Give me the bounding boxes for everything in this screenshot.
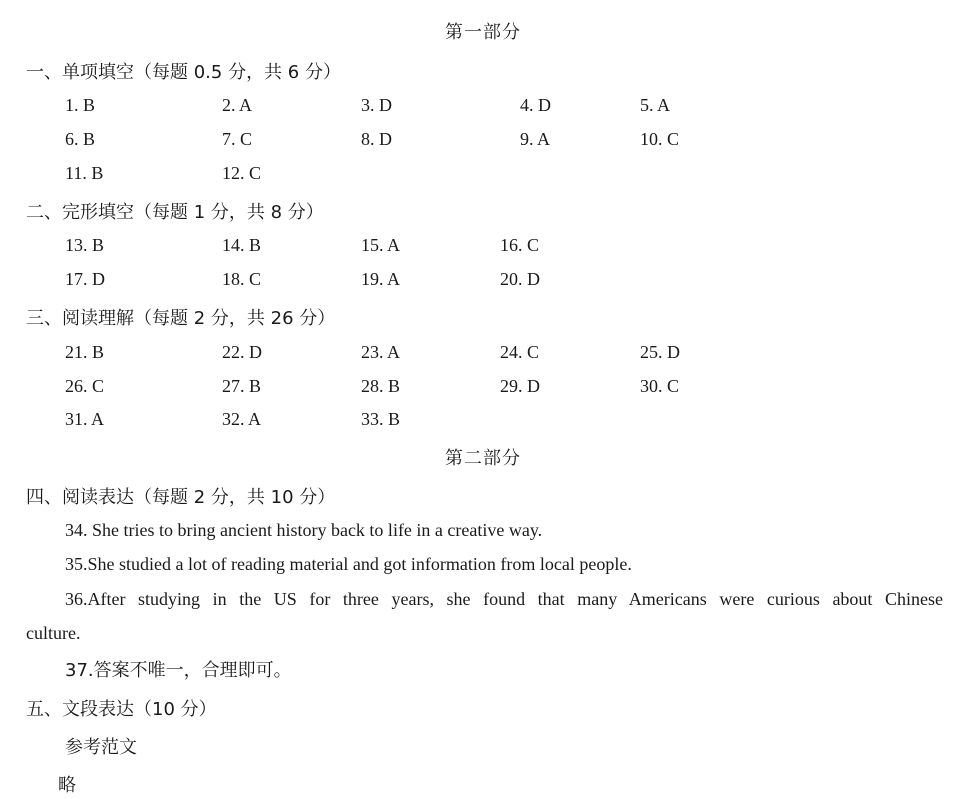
answer-item: 28. B bbox=[361, 376, 401, 396]
section3-heading: 三、阅读理解（每题 2 分，共 26 分） bbox=[26, 308, 336, 329]
section4-heading: 四、阅读表达（每题 2 分，共 10 分） bbox=[26, 487, 336, 508]
answer-item: 7. C bbox=[222, 129, 253, 149]
answer-item: 13. B bbox=[65, 235, 105, 255]
answer-item: 16. C bbox=[500, 235, 540, 255]
answer-37: 37.答案不唯一，合理即可。 bbox=[65, 660, 292, 681]
answer-item: 32. A bbox=[222, 409, 262, 429]
section1-heading: 一、单项填空（每题 0.5 分，共 6 分） bbox=[26, 62, 341, 83]
answer-item: 14. B bbox=[222, 235, 262, 255]
answer-item: 10. C bbox=[640, 129, 680, 149]
answer-item: 30. C bbox=[640, 376, 680, 396]
answer-item: 6. B bbox=[65, 129, 96, 149]
answer-item: 2. A bbox=[222, 95, 253, 115]
answer-item: 31. A bbox=[65, 409, 105, 429]
answer-item: 17. D bbox=[65, 269, 105, 289]
answer-item: 9. A bbox=[520, 129, 551, 149]
answer-item: 33. B bbox=[361, 409, 401, 429]
answer-item: 4. D bbox=[520, 95, 551, 115]
answer-item: 23. A bbox=[361, 342, 401, 362]
answer-item: 29. D bbox=[500, 376, 540, 396]
section5-heading: 五、文段表达（10 分） bbox=[26, 699, 217, 720]
answer-item: 26. C bbox=[65, 376, 105, 396]
sample-essay-label: 参考范文 bbox=[65, 737, 137, 758]
answer-item: 11. B bbox=[65, 163, 104, 183]
answer-item: 19. A bbox=[361, 269, 401, 289]
answer-item: 15. A bbox=[361, 235, 401, 255]
part2-title: 第二部分 bbox=[445, 448, 521, 469]
answer-item: 24. C bbox=[500, 342, 540, 362]
answer-36-line2: culture. bbox=[26, 623, 81, 643]
answer-item: 1. B bbox=[65, 95, 96, 115]
answer-item: 27. B bbox=[222, 376, 262, 396]
answer-item: 3. D bbox=[361, 95, 392, 115]
answer-item: 22. D bbox=[222, 342, 262, 362]
sample-essay-text: 略 bbox=[58, 775, 76, 796]
answer-item: 25. D bbox=[640, 342, 680, 362]
answer-35: 35.She studied a lot of reading material and got information from local people. bbox=[65, 554, 632, 574]
answer-item: 12. C bbox=[222, 163, 262, 183]
answer-item: 8. D bbox=[361, 129, 392, 149]
answer-item: 5. A bbox=[640, 95, 671, 115]
answer-item: 18. C bbox=[222, 269, 262, 289]
part1-title: 第一部分 bbox=[445, 22, 521, 43]
answer-item: 21. B bbox=[65, 342, 105, 362]
answer-36-line1: 36.After studying in the US for three years, she found that many Americans were curious about Chinese bbox=[65, 589, 943, 609]
answer-item: 20. D bbox=[500, 269, 540, 289]
section2-heading: 二、完形填空（每题 1 分，共 8 分） bbox=[26, 202, 324, 223]
answer-34: 34. She tries to bring ancient history back to life in a creative way. bbox=[65, 520, 543, 540]
